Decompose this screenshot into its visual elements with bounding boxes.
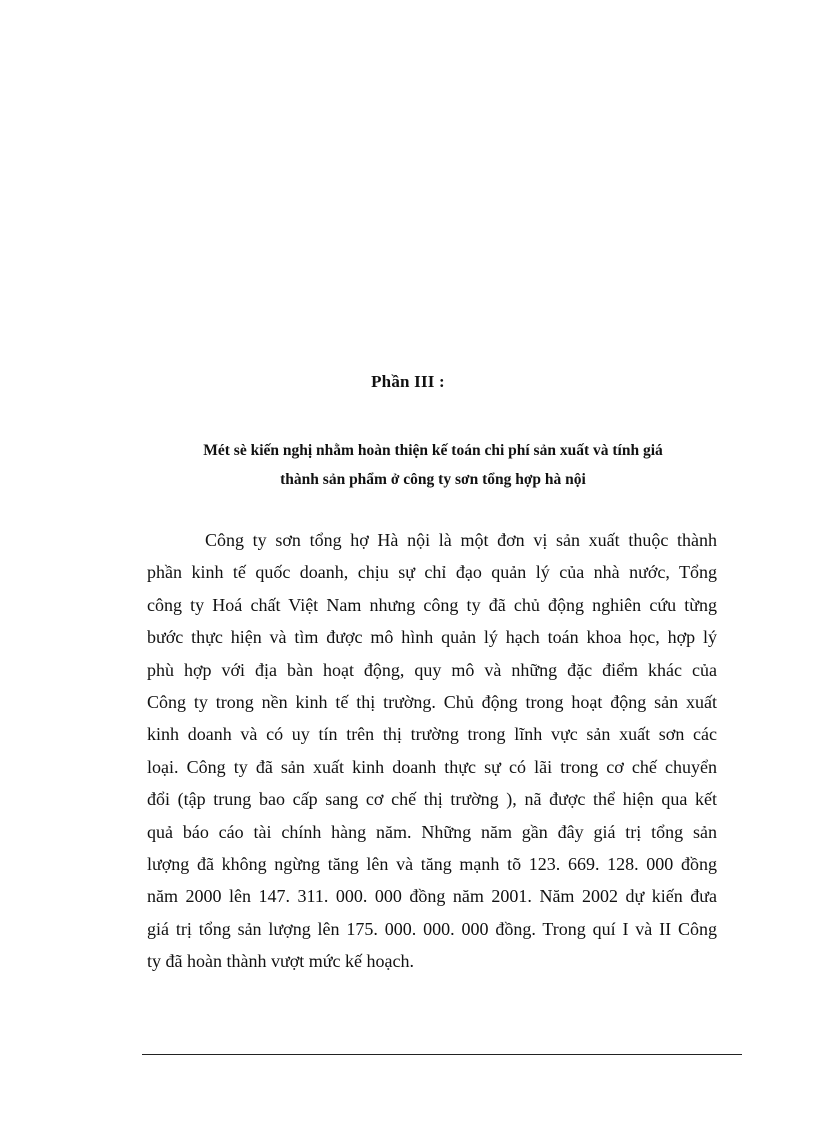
body-line: phù hợp với địa bàn hoạt động, quy mô và những đặc điểm khác của xyxy=(147,659,717,680)
section-subtitle xyxy=(150,436,716,494)
body-line: lượng đã không ngừng tăng lên và tăng mạnh tõ 123. 669. 128. 000 đồng xyxy=(147,853,717,874)
body-line: loại. Công ty đã sản xuất kinh doanh thực sự có lãi trong cơ chế chuyển xyxy=(147,756,717,777)
part-title: Phần III : xyxy=(371,372,445,391)
subtitle-line: thành sản phẩm ở công ty sơn tổng hợp hà nội xyxy=(280,471,586,488)
body-line: năm 2000 lên 147. 311. 000. 000 đồng năm 2001. Năm 2002 dự kiến đưa xyxy=(147,886,717,907)
body-line: quả báo cáo tài chính hàng năm. Những năm gần đây giá trị tổng sản xyxy=(147,821,717,842)
footer-divider xyxy=(142,1054,742,1055)
body-line: Công ty sơn tổng hợ Hà nội là một đơn vị sản xuất thuộc thành xyxy=(205,530,717,550)
subtitle-line: Mét sè kiến nghị nhằm hoàn thiện kế toán chi phí sản xuất và tính giá xyxy=(203,442,663,459)
body-line: Công ty trong nền kinh tế thị trường. Chủ động trong hoạt động sản xuất xyxy=(147,691,717,712)
body-line: ty đã hoàn thành vượt mức kế hoạch. xyxy=(147,951,414,972)
body-line: công ty Hoá chất Việt Nam nhưng công ty đã chủ động nghiên cứu từng xyxy=(147,594,717,615)
body-paragraph xyxy=(147,524,717,977)
body-line: giá trị tổng sản lượng lên 175. 000. 000. 000 đồng. Trong quí I và II Công xyxy=(147,918,717,939)
body-line: đổi (tập trung bao cấp sang cơ chế thị trường ), nã được thể hiện qua kết xyxy=(147,789,717,810)
body-line: kinh doanh và có uy tín trên thị trường trong lĩnh vực sản xuất sơn các xyxy=(147,724,717,745)
body-line: phần kinh tế quốc doanh, chịu sự chỉ đạo quản lý của nhà nước, Tổng xyxy=(147,562,717,583)
body-line: bước thực hiện và tìm được mô hình quản lý hạch toán khoa học, hợp lý xyxy=(147,627,717,648)
